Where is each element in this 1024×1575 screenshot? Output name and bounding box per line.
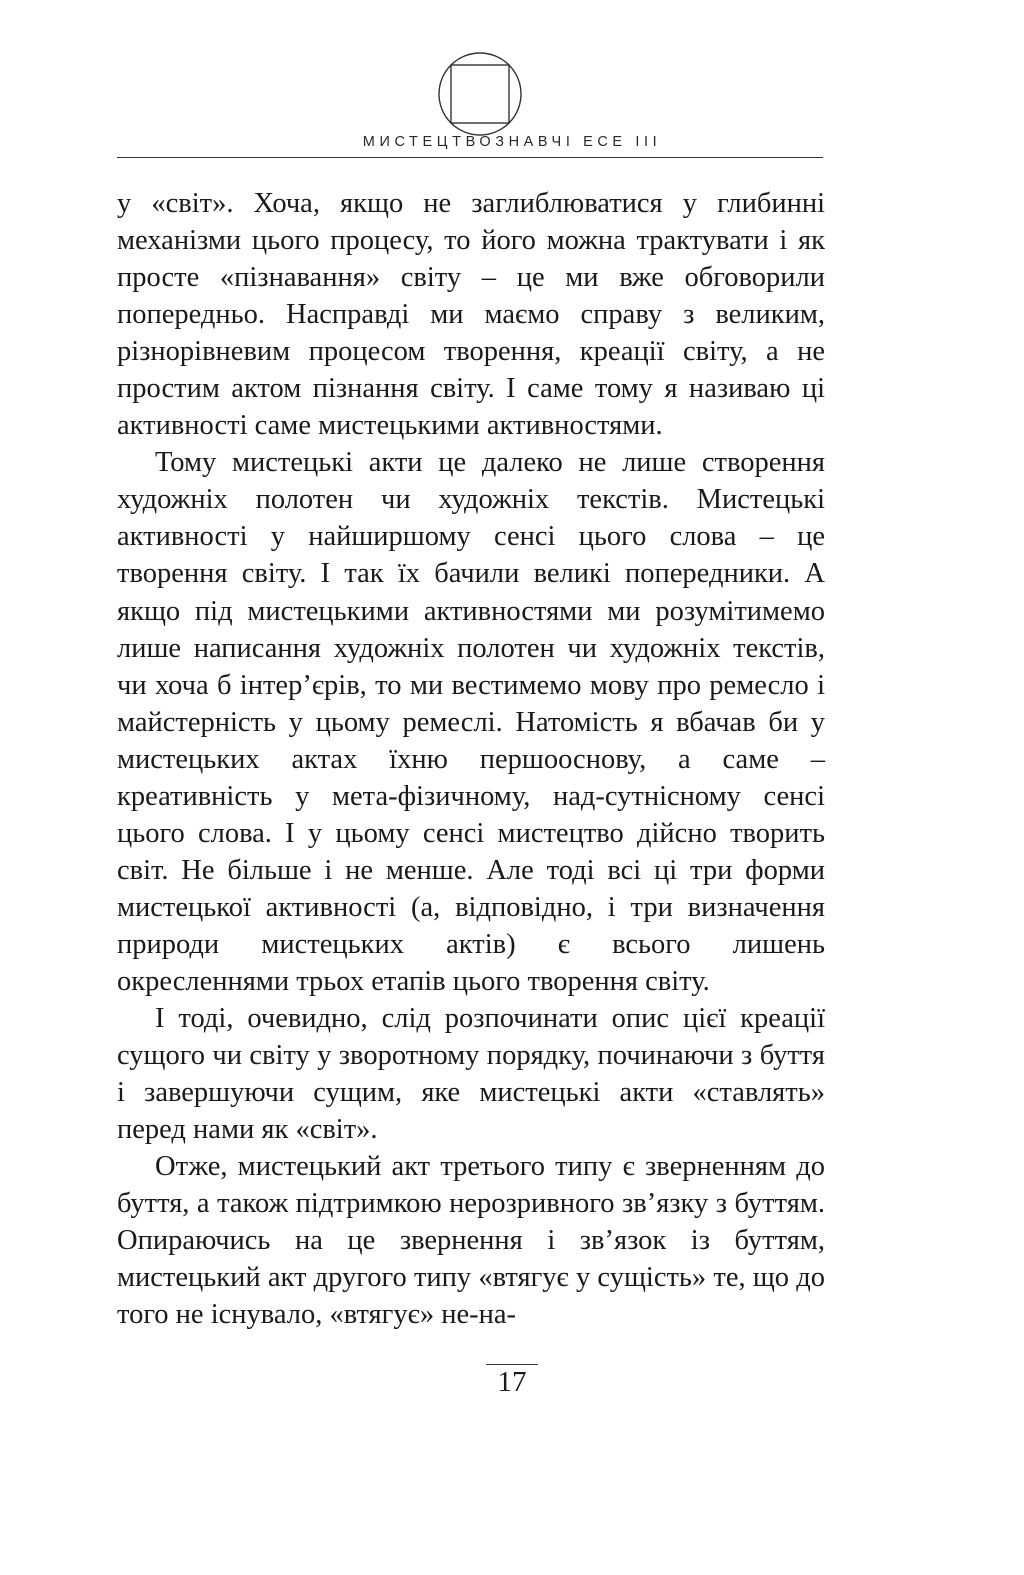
paragraph-4: Отже, мистецький акт третього типу є зверненням до буття, а також підтримкою нерозривного зв’язку з буттям. Опираючись на це звернення і зв’язок із буттям, мистецький акт другого типу «втягує у сущість» те, що до того не існувало, «втягує» не-на- [117,1151,825,1331]
header-divider [117,157,823,158]
paragraph-3: І тоді, очевидно, слід розпочинати опис цієї креації сущого чи світу у зворотному порядку, починаючи з буття і завершуючи сущим, яке мистецькі акти «ставлять» перед нами як «світ». [117,1003,825,1146]
paragraph-1: у «світ». Хоча, якщо не заглиблюватися у глибинні механізми цього процесу, то його можна трактувати і як просте «пізнавання» світу – це ми вже обговорили попередньо. Насправді ми маємо справу з великим, різнорівневим процесом творення, креації світу, а не простим актом пізнання світу. І саме тому я називаю ці активності саме мистецькими активностями. [117,188,825,442]
body-text [117,185,825,1333]
circle-square-emblem-icon [436,50,524,138]
page-number: 17 [497,1366,527,1398]
paragraph-2: Тому мистецькі акти це далеко не лише створення художніх полотен чи художніх текстів. Мистецькі активності у найширшому сенсі цього слова – це творення світу. І так їх бачили великі попередники. А якщо під мистецькими активностями ми розумітимемо лише написання художніх полотен чи художніх текстів, чи хоча б інтер’єрів, то ми вестимемо мову про ремесло і майстерність у цьому ремеслі. Натомість я вбачав би у мистецьких актах їхню першооснову, а саме – креативність у мета-фізичному, над-сутнісному сенсі цього слова. І у цьому сенсі мистецтво дійсно творить світ. Не більше і не менше. Але тоді всі ці три форми мистецької активності (а, відповідно, і три визначення природи мистецьких актів) є всього лишень окресленнями трьох етапів цього творення світу. [117,447,825,997]
page-footer [0,1364,1024,1399]
running-head: МИСТЕЦТВОЗНАВЧІ ЕСЕ III [362,134,662,150]
